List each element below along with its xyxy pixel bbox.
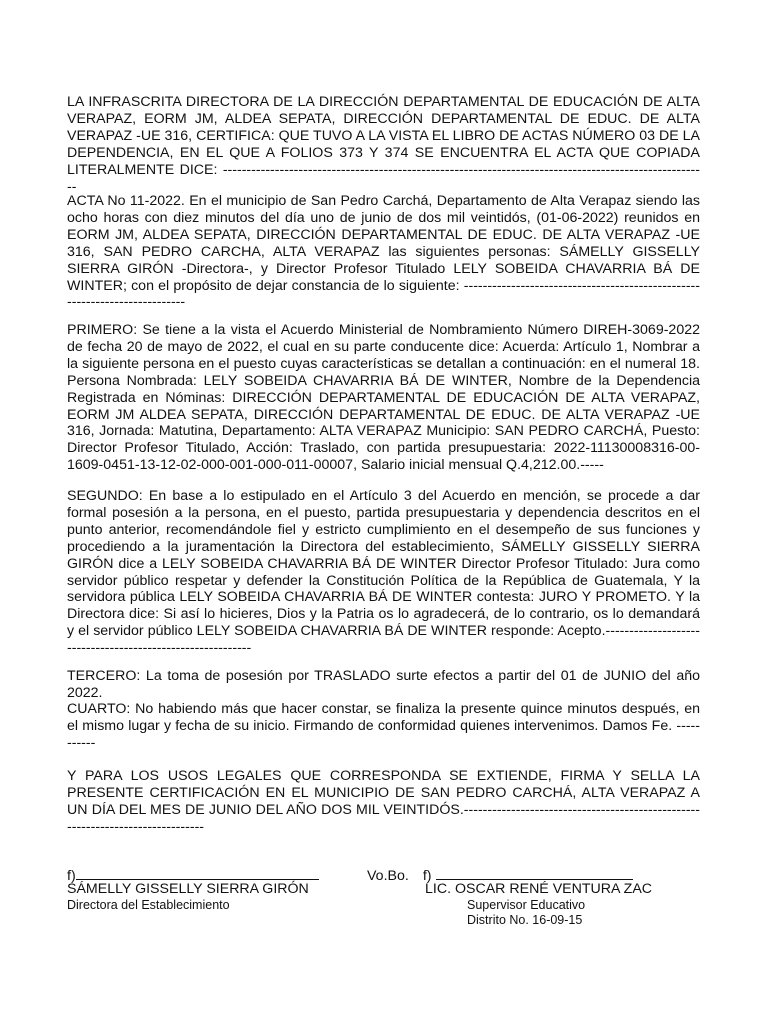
- closing-paragraph: Y PARA LOS USOS LEGALES QUE CORRESPONDA SE EXTIENDE, FIRMA Y SELLA LA PRESENTE CERTIFICACIÓN EN EL MUNICIPIO DE SAN PEDRO CARCHÁ, ALTA VERAPAZ A UN DÍA DEL MES DE JUNIO DEL AÑO DOS MIL VEINTIDÓS.-------------------------------------------------------------------------------: [67, 768, 700, 835]
- certification-header: LA INFRASCRITA DIRECTORA DE LA DIRECCIÓN DEPARTAMENTAL DE EDUCACIÓN DE ALTA VERAPAZ, EORM JM, ALDEA SEPATA, DIRECCIÓN DEPARTAMENTAL DE EDUC. DE ALTA VERAPAZ -UE 316, CERTIFICA: QUE TUVO A LA VISTA EL LIBRO DE ACTAS NÚMERO 03 DE LA DEPENDENCIA, EN EL QUE A FOLIOS 373 Y 374 SE ENCUENTRA EL ACTA QUE COPIADA LITERALMENTE DICE: -------------------------------------------------------------------------------------------------------: [67, 94, 700, 195]
- primero-paragraph: PRIMERO: Se tiene a la vista el Acuerdo Ministerial de Nombramiento Número DIREH-3069-2022 de fecha 20 de mayo de 2022, el cual en su parte conducente dice: Acuerda: Artículo 1, Nombrar a la siguiente persona en el puesto cuyas características se detallan a continuación: en el numeral 18. Persona Nombrada: LELY SOBEIDA CHAVARRIA BÁ DE WINTER, Nombre de la Dependencia Registrada en Nóminas: DIRECCIÓN DEPARTAMENTAL DE EDUCACIÓN DE ALTA VERAPAZ, EORM JM ALDEA SEPATA, DIRECCIÓN DEPARTAMENTAL DE EDUC. DE ALTA VERAPAZ -UE 316, Jornada: Matutina, Departamento: ALTA VERAPAZ Municipio: SAN PEDRO CARCHÁ, Puesto: Director Profesor Titulado, Acción: Traslado, con partida presupuestaria: 2022-11130008316-00-1609-0451-13-12-02-000-001-000-011-00007, Salario inicial mensual Q.4,212.00.-----: [67, 322, 700, 474]
- cuarto-paragraph: CUARTO: No habiendo más que hacer constar, se finaliza la presente quince minutos después, en el mismo lugar y fecha de su inicio. Firmando de conformidad quienes intervenimos. Damos Fe. -----------: [67, 701, 700, 751]
- right-signature-prefix: f): [422, 868, 432, 884]
- right-signature-blank: [436, 866, 633, 880]
- right-signatory-district: Distrito No. 16-09-15: [467, 913, 583, 927]
- left-signature-blank: [76, 866, 319, 880]
- vobo-label: Vo.Bo.: [367, 868, 409, 884]
- segundo-paragraph: SEGUNDO: En base a lo estipulado en el Artículo 3 del Acuerdo en mención, se procede a dar formal posesión a la persona, en el puesto, partida presupuestaria y dependencia descritos en el punto anterior, recomendándole fiel y estricto cumplimiento en el desempeño de sus funciones y procediendo a la juramentación la Directora del establecimiento, SÁMELLY GISSELLY SIERRA GIRÓN dice a LELY SOBEIDA CHAVARRIA BÁ DE WINTER Director Profesor Titulado: Jura como servidor público respetar y defender la Constitución Política de la República de Guatemala, Y la servidora pública LELY SOBEIDA CHAVARRIA BÁ DE WINTER contesta: JURO Y PROMETO. Y la Directora dice: Si así lo hicieres, Dios y la Patria os lo agradecerá, de lo contrario, os lo demandará y el servidor público LELY SOBEIDA CHAVARRIA BÁ DE WINTER responde: Acepto.-----------------------------------------------------------: [67, 488, 700, 657]
- left-signatory-role: Directora del Establecimiento: [67, 898, 230, 912]
- acta-paragraph: ACTA No 11-2022. En el municipio de San Pedro Carchá, Departamento de Alta Verapaz siendo las ocho horas con diez minutos del día uno de junio de dos mil veintidós, (01-06-2022) reunidos en EORM JM, ALDEA SEPATA, DIRECCIÓN DEPARTAMENTAL DE EDUC. DE ALTA VERAPAZ -UE 316, SAN PEDRO CARCHA, ALTA VERAPAZ las siguientes personas: SÁMELLY GISSELLY SIERRA GIRÓN -Directora-, y Director Profesor Titulado LELY SOBEIDA CHAVARRIA BÁ DE WINTER; con el propósito de dejar constancia de lo siguiente: ---------------------------------------------------------------------------: [67, 193, 700, 311]
- tercero-paragraph: TERCERO: La toma de posesión por TRASLADO surte efectos a partir del 01 de JUNIO del año 2022.: [67, 668, 700, 701]
- left-signatory-name: SÁMELLY GISSELLY SIERRA GIRÓN: [67, 881, 309, 897]
- right-signatory-role: Supervisor Educativo: [467, 898, 586, 912]
- left-signature-prefix: f): [67, 868, 76, 884]
- right-signatory-name: LIC. OSCAR RENÉ VENTURA ZAC: [425, 881, 653, 897]
